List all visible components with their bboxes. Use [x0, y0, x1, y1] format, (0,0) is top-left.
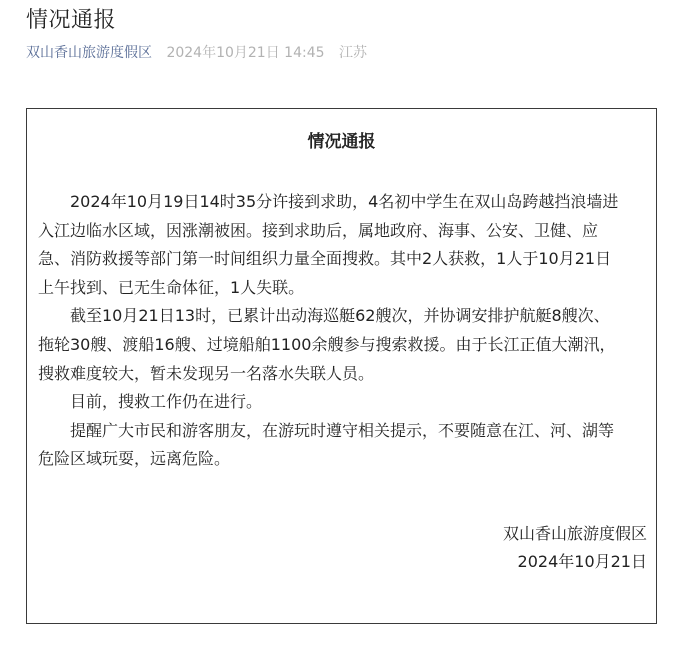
signature-org: 双山香山旅游度假区: [502, 524, 647, 543]
notice-box: [26, 108, 657, 624]
notice-body: [38, 188, 658, 474]
article-title: 情况通报: [26, 8, 117, 33]
notice-signature: [503, 520, 647, 576]
notice-heading: 情况通报: [307, 132, 376, 152]
article-meta: [26, 44, 377, 62]
publish-location: 江苏: [338, 45, 367, 61]
notice-paragraph: 截至10月21日13时，已累计出动海巡艇62艘次，并协调安排护航艇8艘次、 拖轮30艘、渡船16艘、过境船舶1100余艘参与搜索救援。由于长江正值大潮汛， 搜救难度较大，暂未发现另一名落水失联人员。: [38, 306, 616, 383]
notice-paragraph: 提醒广大市民和游客朋友，在游玩时遵守相关提示，不要随意在江、河、湖等 危险区域玩耍，远离危险。: [38, 420, 615, 469]
publish-datetime: 2024年10月21日 14:45: [166, 45, 325, 61]
signature-date: 2024年10月21日: [517, 552, 647, 571]
notice-paragraph: 目前，搜救工作仍在进行。: [70, 392, 263, 412]
account-name-link[interactable]: 双山香山旅游度假区: [26, 45, 152, 61]
notice-paragraph: 2024年10月19日14时35分许接到求助，4名初中学生在双山岛跨越挡浪墙进 入江边临水区域，因涨潮被困。接到求助后，属地政府、海事、公安、卫健、应 急、消防救援等部门第一时间组织力量全面搜救。其中2人获救，1人于10月21日 上午找到、已无生命体征，1人失联。: [38, 192, 619, 297]
